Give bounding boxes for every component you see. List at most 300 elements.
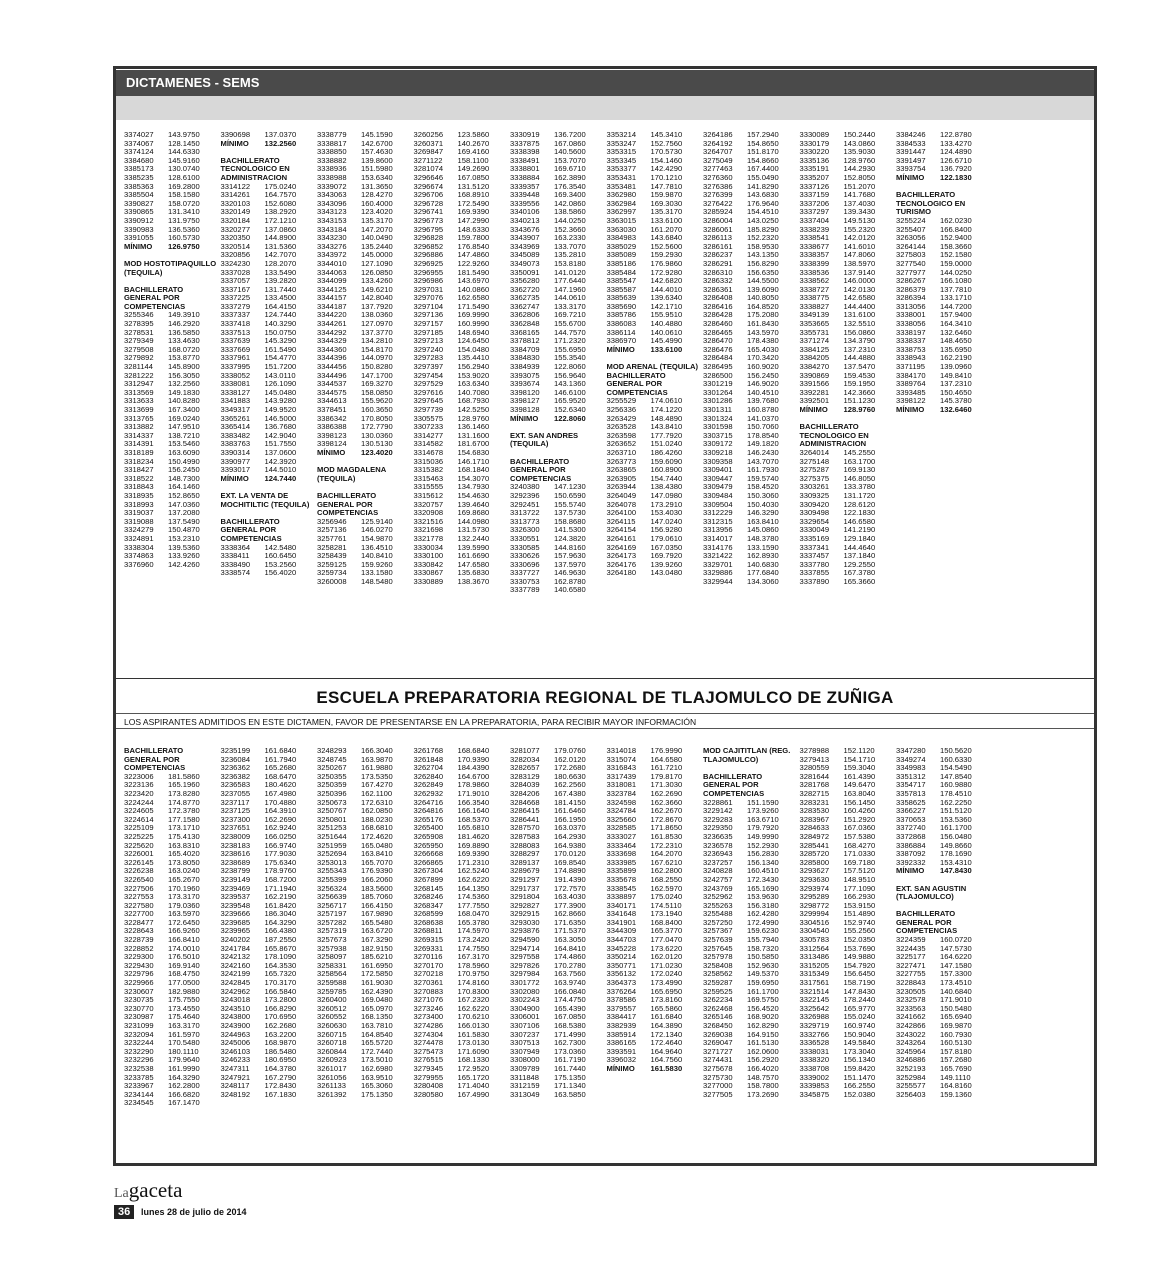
applicant-code: 3356132 [606, 969, 637, 979]
applicant-code: 3228852 [124, 943, 154, 953]
score: 141.0370 [747, 413, 779, 423]
applicant-code: 3289679 [510, 866, 540, 876]
score: 167.0850 [554, 1012, 586, 1022]
applicant-code: 3241784 [220, 943, 251, 953]
score: 139.9260 [650, 559, 683, 569]
applicant-code: 3279413 [799, 754, 830, 764]
score: 166.9260 [168, 926, 200, 936]
applicant-code: 3319037 [124, 508, 154, 518]
score: 163.8410 [747, 516, 779, 526]
score: 176.5010 [168, 952, 200, 962]
applicant-code: 3260715 [317, 1029, 347, 1039]
score: 133.4260 [361, 276, 393, 286]
results-column [414, 131, 509, 586]
applicant-code: 3296886 [413, 250, 444, 260]
score: 171.9010 [940, 995, 972, 1005]
score: 157.2940 [747, 130, 779, 139]
applicant-code: 3242160 [220, 960, 251, 970]
applicant-code: 3338884 [510, 172, 540, 182]
applicant-code: 3257978 [703, 952, 733, 962]
score: 172.9280 [650, 267, 683, 277]
score: 143.0860 [843, 138, 876, 148]
applicant-code: 3385690 [606, 301, 637, 311]
score: 164.3290 [264, 917, 297, 927]
score: 165.3660 [843, 576, 876, 586]
score: 161.6690 [457, 551, 490, 561]
applicant-code: 3337855 [799, 568, 830, 578]
applicant-code: 3257367 [703, 926, 733, 936]
score: 164.3530 [264, 960, 297, 970]
applicant-code: 3308000 [510, 1055, 540, 1065]
applicant-code: 3393075 [510, 370, 540, 380]
score: 164.7560 [650, 1055, 683, 1065]
score: 160.4000 [361, 198, 393, 208]
applicant-code: 3307233 [413, 422, 444, 432]
score: 153.5460 [168, 439, 200, 449]
applicant-code: 3260008 [317, 576, 347, 586]
applicant-code: 3356280 [510, 276, 540, 286]
applicant-code: 3255263 [703, 900, 733, 910]
score: 163.6710 [747, 814, 779, 824]
applicant-code: 3237055 [220, 788, 251, 798]
score: 178.5960 [457, 960, 490, 970]
applicant-code: 3398123 [317, 430, 347, 440]
applicant-code: 3273400 [413, 1012, 444, 1022]
score: 129.1840 [843, 533, 876, 543]
applicant-code: 3391497 [896, 155, 926, 165]
score: 153.6340 [361, 172, 393, 182]
score: 164.9150 [747, 1029, 779, 1039]
applicant-code: 3257761 [317, 533, 347, 543]
score: 172.3780 [168, 806, 200, 816]
score: 150.9040 [843, 1029, 876, 1039]
score: 164.9640 [650, 1046, 683, 1056]
score: 164.8160 [940, 1081, 972, 1091]
applicant-code: 3386165 [606, 1038, 637, 1048]
score: 159.5740 [747, 473, 779, 483]
applicant-code: 3296986 [413, 276, 444, 286]
score: 151.2920 [843, 814, 876, 824]
score: 151.0240 [650, 439, 683, 449]
score: 173.8160 [650, 995, 683, 1005]
applicant-code: 3243022 [896, 1029, 926, 1039]
applicant-code: 3280559 [799, 763, 830, 773]
score: 147.8540 [940, 771, 972, 781]
applicant-code: 3341901 [606, 917, 637, 927]
score: 166.3040 [361, 746, 393, 755]
score: 172.1340 [650, 1029, 683, 1039]
score: 130.5130 [361, 439, 393, 449]
applicant-code: 3378451 [317, 405, 347, 414]
applicant-code: 3248192 [220, 1089, 251, 1099]
score: 165.5480 [361, 917, 393, 927]
applicant-code: 3260844 [317, 1046, 347, 1056]
score: 168.5380 [554, 1021, 586, 1030]
applicant-code: 3301264 [703, 387, 733, 397]
applicant-code: 3239548 [220, 900, 251, 910]
applicant-code: 3296646 [413, 172, 444, 182]
score: 141.8290 [747, 181, 779, 191]
applicant-code: 3364373 [606, 978, 637, 988]
program-label: BACHILLERATO GENERAL POR COMPETENCIAS [124, 746, 186, 773]
score: 167.3290 [361, 935, 393, 945]
score: 169.3400 [554, 190, 586, 200]
applicant-code: 3321422 [703, 551, 733, 561]
applicant-code: 3274286 [413, 1021, 444, 1030]
score: 122.8060 [554, 362, 586, 372]
score: 130.0740 [168, 164, 200, 174]
score: 135.6830 [457, 568, 490, 578]
applicant-code: 3260512 [317, 1003, 347, 1013]
applicant-code: 3335191 [799, 164, 830, 174]
score: 145.2550 [843, 447, 876, 457]
score: 143.1350 [747, 250, 779, 260]
score: 175.7550 [168, 995, 200, 1005]
minimum-score-row [510, 415, 605, 424]
score: 163.0240 [168, 866, 200, 876]
logo-name: gaceta [128, 1178, 183, 1202]
applicant-code: 3297185 [413, 327, 444, 337]
applicant-code: 3338677 [799, 241, 830, 251]
applicant-code: 3344456 [317, 362, 347, 372]
score: 148.4890 [650, 413, 683, 423]
score: 169.7180 [843, 857, 876, 867]
applicant-code: 3318935 [124, 490, 154, 500]
applicant-code: 3378586 [606, 995, 637, 1005]
score: 165.6950 [650, 986, 683, 996]
score: 151.2070 [843, 181, 876, 191]
score: 158.9530 [747, 241, 779, 251]
applicant-code: 3268145 [413, 883, 444, 893]
applicant-code: 3237125 [220, 806, 251, 816]
applicant-code: 3238009 [220, 831, 251, 841]
score: 126.6710 [940, 155, 972, 165]
score: 178.2440 [843, 995, 876, 1005]
applicant-code: 3333027 [606, 831, 637, 841]
score: 126.0850 [361, 267, 393, 277]
applicant-code: 3338574 [220, 568, 251, 578]
score: 143.6970 [457, 276, 490, 286]
applicant-code: 3329701 [703, 559, 733, 569]
score: 186.5480 [264, 1046, 297, 1056]
applicant-code: 3263865 [606, 465, 637, 475]
applicant-code: 3229966 [124, 978, 154, 988]
score: 144.4400 [843, 301, 876, 311]
score: 146.0270 [361, 525, 393, 535]
score: 148.3780 [747, 533, 779, 543]
applicant-code: 3258562 [703, 969, 733, 979]
score: 171.1340 [554, 1081, 586, 1091]
score: 161.7210 [650, 763, 683, 773]
score: 136.5850 [168, 327, 200, 337]
applicant-code: 3286310 [703, 267, 733, 277]
score: 152.8050 [843, 172, 876, 182]
score: 131.5120 [457, 181, 490, 191]
applicant-code: 3252694 [317, 849, 347, 859]
applicant-code: 3321516 [413, 516, 444, 526]
applicant-code: 3313765 [124, 413, 154, 423]
score: 153.9630 [747, 892, 779, 902]
score: 159.1950 [843, 379, 876, 389]
score: 155.7940 [747, 935, 779, 945]
score: 174.5110 [650, 900, 682, 910]
results-column [221, 747, 316, 1099]
applicant-code: 3267899 [413, 874, 444, 884]
score: 145.9160 [168, 155, 200, 165]
applicant-code: 3258439 [317, 551, 347, 561]
score: 160.4510 [747, 866, 779, 876]
applicant-code: 3338943 [896, 353, 926, 363]
score: 137.5730 [554, 508, 586, 518]
score: 137.0600 [264, 447, 297, 457]
applicant-code: 3344537 [317, 379, 347, 389]
applicant-code: 3344575 [317, 387, 347, 397]
applicant-code: 3275730 [703, 1072, 733, 1082]
score: 160.3650 [361, 405, 393, 414]
score: 166.2060 [361, 874, 393, 884]
applicant-code: 3390869 [799, 370, 830, 380]
applicant-code: 3260718 [317, 1038, 347, 1048]
score: 150.8280 [361, 362, 393, 372]
applicant-code: 3257319 [317, 926, 347, 936]
applicant-code: 3330889 [413, 576, 444, 586]
applicant-code: 3390865 [124, 207, 154, 217]
applicant-code: 3390983 [124, 224, 154, 234]
applicant-code: 3236943 [703, 849, 733, 859]
score: 132.6460 [940, 327, 972, 337]
score: 156.9280 [650, 525, 683, 535]
score: 173.4550 [168, 1003, 200, 1013]
applicant-code: 3264173 [606, 551, 637, 561]
applicant-code: 3292396 [510, 490, 540, 500]
score: 175.4640 [168, 1012, 200, 1022]
applicant-code: 3328585 [606, 823, 637, 833]
applicant-code: 3338364 [220, 542, 251, 552]
applicant-code: 3343676 [510, 224, 540, 234]
score: 156.1340 [843, 1055, 876, 1065]
score: 171.4040 [457, 1081, 490, 1091]
result-row [414, 1091, 509, 1100]
score: 149.9520 [264, 405, 297, 414]
score: 173.9260 [747, 806, 779, 816]
score: 168.1840 [457, 465, 490, 475]
applicant-code: 3338239 [799, 224, 830, 234]
applicant-code: 3250396 [317, 788, 347, 798]
applicant-code: 3338897 [606, 892, 637, 902]
applicant-code: 3347280 [896, 746, 926, 755]
applicant-code: 3313486 [799, 952, 830, 962]
applicant-code: 3278988 [799, 746, 830, 755]
score: 172.2310 [650, 840, 683, 850]
minimum-label: MÍNIMO [220, 138, 249, 148]
score: 147.1700 [361, 370, 393, 380]
score: 142.9040 [264, 430, 297, 440]
applicant-code: 3264144 [896, 241, 926, 251]
applicant-code: 3314277 [413, 430, 444, 440]
score: 132.2560 [168, 379, 200, 389]
dictamen-block-2 [124, 747, 1084, 1167]
applicant-code: 3320184 [220, 215, 251, 225]
score: 142.4260 [168, 559, 200, 569]
applicant-code: 3269047 [703, 1038, 733, 1048]
score: 152.2320 [747, 233, 779, 243]
score: 141.5300 [554, 525, 586, 535]
score: 158.7800 [747, 1081, 779, 1091]
applicant-code: 3371195 [896, 362, 925, 372]
applicant-code: 3316843 [606, 763, 637, 773]
score: 175.1350 [554, 1072, 586, 1082]
applicant-code: 3257197 [317, 909, 347, 919]
applicant-code: 3306001 [510, 1012, 540, 1022]
applicant-code: 3250267 [317, 763, 347, 773]
score: 162.8930 [747, 551, 779, 561]
applicant-code: 3255346 [124, 310, 154, 320]
applicant-code: 3387092 [896, 849, 926, 859]
score: 175.0240 [650, 892, 683, 902]
score: 155.6700 [554, 319, 586, 329]
score: 133.4500 [264, 293, 297, 303]
applicant-code: 3355731 [799, 327, 830, 337]
applicant-code: 3330585 [510, 542, 540, 552]
score: 153.9150 [843, 900, 876, 910]
score: 167.3170 [457, 952, 490, 962]
score: 162.2690 [650, 788, 683, 798]
applicant-code: 3237117 [220, 797, 250, 807]
score: 140.3290 [264, 319, 297, 329]
score: 169.9870 [940, 1021, 972, 1030]
applicant-code: 3248745 [317, 754, 347, 764]
applicant-code: 3337639 [220, 336, 251, 346]
results-column [800, 131, 895, 586]
score: 156.2830 [747, 849, 779, 859]
applicant-code: 3266865 [413, 857, 444, 867]
applicant-code: 3314122 [220, 181, 251, 191]
score: 124.7440 [264, 310, 297, 320]
applicant-code: 3236362 [220, 763, 251, 773]
score: 150.7060 [747, 422, 779, 432]
program-label: MOD HOSTOTIPAQUILLO (TEQUILA) [124, 258, 217, 277]
score: 159.9870 [650, 190, 683, 200]
applicant-code: 3263056 [896, 233, 926, 243]
score: 138.3670 [457, 576, 490, 586]
applicant-code: 3293974 [799, 883, 830, 893]
score: 144.0250 [940, 267, 972, 277]
applicant-code: 3269315 [413, 935, 444, 945]
score: 154.3070 [457, 473, 490, 483]
score: 161.7940 [264, 754, 297, 764]
score: 160.9990 [457, 319, 490, 329]
applicant-code: 3354717 [896, 780, 926, 790]
score: 162.6220 [457, 1003, 490, 1013]
score: 159.2930 [650, 250, 683, 260]
score: 154.6830 [457, 447, 490, 457]
score: 154.1460 [650, 155, 683, 165]
score: 160.9740 [843, 1021, 876, 1030]
applicant-code: 3393754 [896, 164, 926, 174]
score: 140.5600 [554, 147, 586, 157]
applicant-code: 3270218 [413, 969, 444, 979]
score: 165.1690 [747, 883, 779, 893]
score: 134.7930 [457, 482, 490, 492]
score: 154.7920 [843, 960, 876, 970]
applicant-code: 3239469 [220, 883, 251, 893]
score: 147.4860 [457, 250, 490, 260]
score: 174.4860 [554, 952, 586, 962]
applicant-code: 3225225 [124, 831, 154, 841]
applicant-code: 3286267 [896, 276, 926, 286]
applicant-code: 3242757 [703, 874, 733, 884]
score: 140.8050 [747, 293, 779, 303]
applicant-code: 3305783 [799, 935, 830, 945]
applicant-code: 3314017 [703, 533, 733, 543]
applicant-code: 3384983 [606, 233, 637, 243]
score: 123.4020 [361, 207, 393, 217]
applicant-code: 3275678 [703, 1063, 733, 1073]
applicant-code: 3260400 [317, 995, 347, 1005]
applicant-code: 3339072 [317, 181, 347, 191]
applicant-code: 3343230 [317, 233, 347, 243]
score: 171.2320 [554, 336, 586, 346]
score: 155.0240 [843, 1012, 876, 1022]
score: 153.2310 [168, 533, 200, 543]
applicant-code: 3297645 [413, 396, 444, 406]
applicant-code: 3228861 [703, 797, 733, 807]
section-header: DICTAMENES - SEMS [116, 70, 1094, 96]
applicant-code: 3345228 [606, 943, 637, 953]
applicant-code: 3248117 [220, 1081, 250, 1091]
applicant-code: 3281644 [799, 771, 830, 781]
applicant-code: 3257250 [703, 917, 733, 927]
applicant-code: 3384270 [799, 362, 830, 372]
score: 177.1090 [843, 883, 876, 893]
applicant-code: 3376960 [124, 559, 154, 569]
applicant-code: 3384709 [510, 344, 540, 354]
applicant-code: 3390827 [124, 198, 154, 208]
applicant-code: 3326300 [510, 525, 540, 535]
score: 162.4390 [361, 986, 393, 996]
applicant-code: 3343123 [317, 207, 347, 217]
applicant-code: 3228843 [896, 978, 926, 988]
applicant-code: 3324784 [606, 806, 637, 816]
applicant-code: 3250359 [317, 780, 347, 790]
applicant-code: 3261133 [317, 1081, 346, 1091]
applicant-code: 3378812 [510, 336, 540, 346]
score: 171.4990 [554, 1029, 586, 1039]
score: 128.6120 [843, 499, 876, 509]
score: 144.8160 [554, 542, 586, 552]
applicant-code: 3315349 [799, 969, 830, 979]
score: 132.5510 [843, 319, 876, 329]
score: 128.1450 [168, 138, 200, 148]
score: 187.2550 [264, 935, 297, 945]
applicant-code: 3230770 [124, 1003, 154, 1013]
applicant-code: 3250801 [317, 814, 347, 824]
minimum-label: MÍNIMO [606, 344, 635, 354]
applicant-code: 3390912 [124, 215, 154, 225]
applicant-code: 3258564 [317, 969, 347, 979]
applicant-code: 3319088 [124, 516, 154, 526]
score: 133.1580 [361, 568, 393, 578]
score: 145.3290 [264, 336, 297, 346]
score: 129.2550 [843, 559, 876, 569]
applicant-code: 3384205 [799, 353, 830, 363]
score: 145.4990 [650, 336, 683, 346]
applicant-code: 3251253 [317, 823, 347, 833]
score: 165.1720 [457, 1072, 490, 1082]
score: 156.2450 [168, 465, 200, 475]
score: 134.3790 [843, 336, 876, 346]
applicant-code: 3297984 [510, 969, 540, 979]
